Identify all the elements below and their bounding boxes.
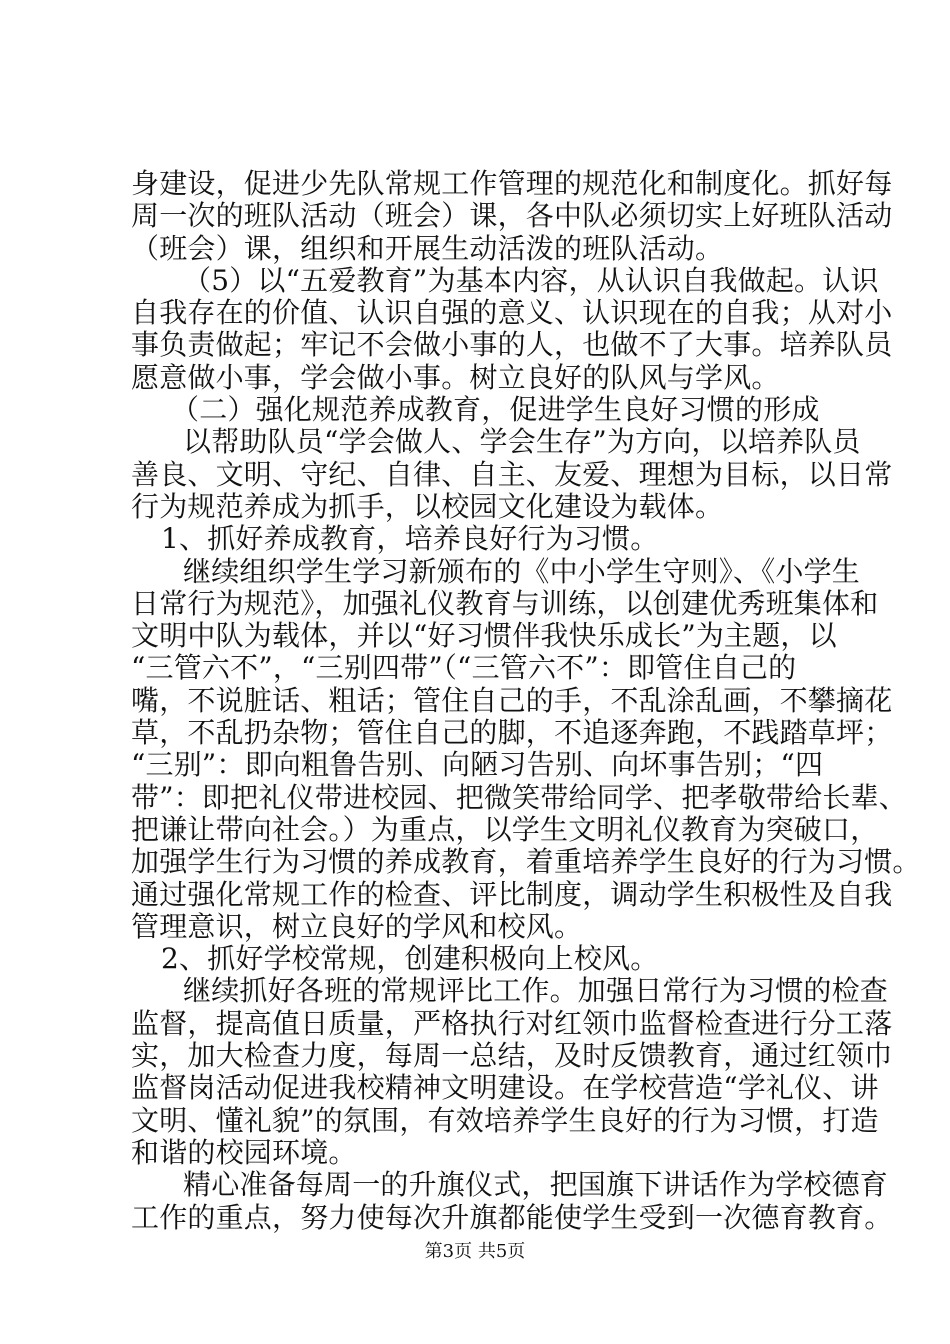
paragraph-first-line: 继续组织学生学习新颁布的《中小学生守则》、《小学生 [183,554,861,588]
text-line: 愿意做小事，学会做小事。树立良好的队风与学风。 [131,360,780,394]
text-line: 把谦让带向社会。）为重点，以学生文明礼仪教育为突破口， [131,812,879,846]
text-line: 文明中队为载体，并以“好习惯伴我快乐成长”为主题，以 [131,619,837,653]
text-line: 管理意识，树立良好的学风和校风。 [131,909,583,943]
paragraph-first-line: （5）以“五爱教育”为基本内容，从认识自我做起。认识 [183,263,879,297]
paragraph-first-line: 以帮助队员“学会做人、学会生存”为方向，以培养队员 [183,425,861,459]
text-line: 带”：即把礼仪带进校园、把微笑带给同学、把孝敬带给长辈、 [131,780,907,814]
text-line: 行为规范养成为抓手，以校园文化建设为载体。 [131,489,724,523]
text-line: 通过强化常规工作的检查、评比制度，调动学生积极性及自我 [131,877,893,911]
text-line: 和谐的校园环境。 [131,1135,357,1169]
paragraph-first-line: 精心准备每周一的升旗仪式，把国旗下讲话作为学校德育 [183,1168,889,1202]
text-line: 监督岗活动促进我校精神文明建设。在学校营造“学礼仪、讲 [131,1071,879,1105]
subsection-heading: 2、抓好学校常规，创建积极向上校风。 [161,942,659,976]
text-line: 嘴，不说脏话、粗话；管住自己的手，不乱涂乱画，不攀摘花 [131,683,893,717]
text-line: 善良、文明、守纪、自律、自主、友爱、理想为目标，以日常 [131,457,893,491]
text-line: “三别”：即向粗鲁告别、向陋习告别、向坏事告别；“四 [131,748,824,782]
text-line: （班会）课，组织和开展生动活泼的班队活动。 [131,231,724,265]
document-body [131,167,921,1234]
section-heading: （二）强化规范养成教育，促进学生良好习惯的形成 [171,393,820,427]
text-line: 监督，提高值日质量，严格执行对红领巾监督检查进行分工落 [131,1006,893,1040]
text-line: 日常行为规范》，加强礼仪教育与训练，以创建优秀班集体和 [131,586,879,620]
text-line: 身建设，促进少先队常规工作管理的规范化和制度化。抓好每 [131,167,893,200]
text-line: 加强学生行为习惯的养成教育，着重培养学生良好的行为习惯。 [131,845,921,879]
text-line: 事负责做起；牢记不会做小事的人，也做不了大事。培养队员 [131,328,893,362]
text-line: 草，不乱扔杂物；管住自己的脚，不追逐奔跑，不践踏草坪； [131,716,893,750]
paragraph-first-line: 继续抓好各班的常规评比工作。加强日常行为习惯的检查 [183,974,889,1008]
text-line: “三管六不”，“三别四带”（“三管六不”：即管住自己的 [131,651,797,685]
text-line: 周一次的班队活动（班会）课，各中队必须切实上好班队活动 [131,199,893,233]
text-line: 实，加大检查力度，每周一总结，及时反馈教育，通过红领巾 [131,1039,893,1073]
page-number-footer: 第3页 共5页 [424,1241,526,1262]
text-line: 自我存在的价值、认识自强的意义、认识现在的自我；从对小 [131,296,893,330]
text-line: 工作的重点，努力使每次升旗都能使学生受到一次德育教育。 [131,1200,893,1234]
subsection-heading: 1、抓好养成教育，培养良好行为习惯。 [161,522,659,556]
text-line: 文明、懂礼貌”的氛围，有效培养学生良好的行为习惯，打造 [131,1103,879,1137]
